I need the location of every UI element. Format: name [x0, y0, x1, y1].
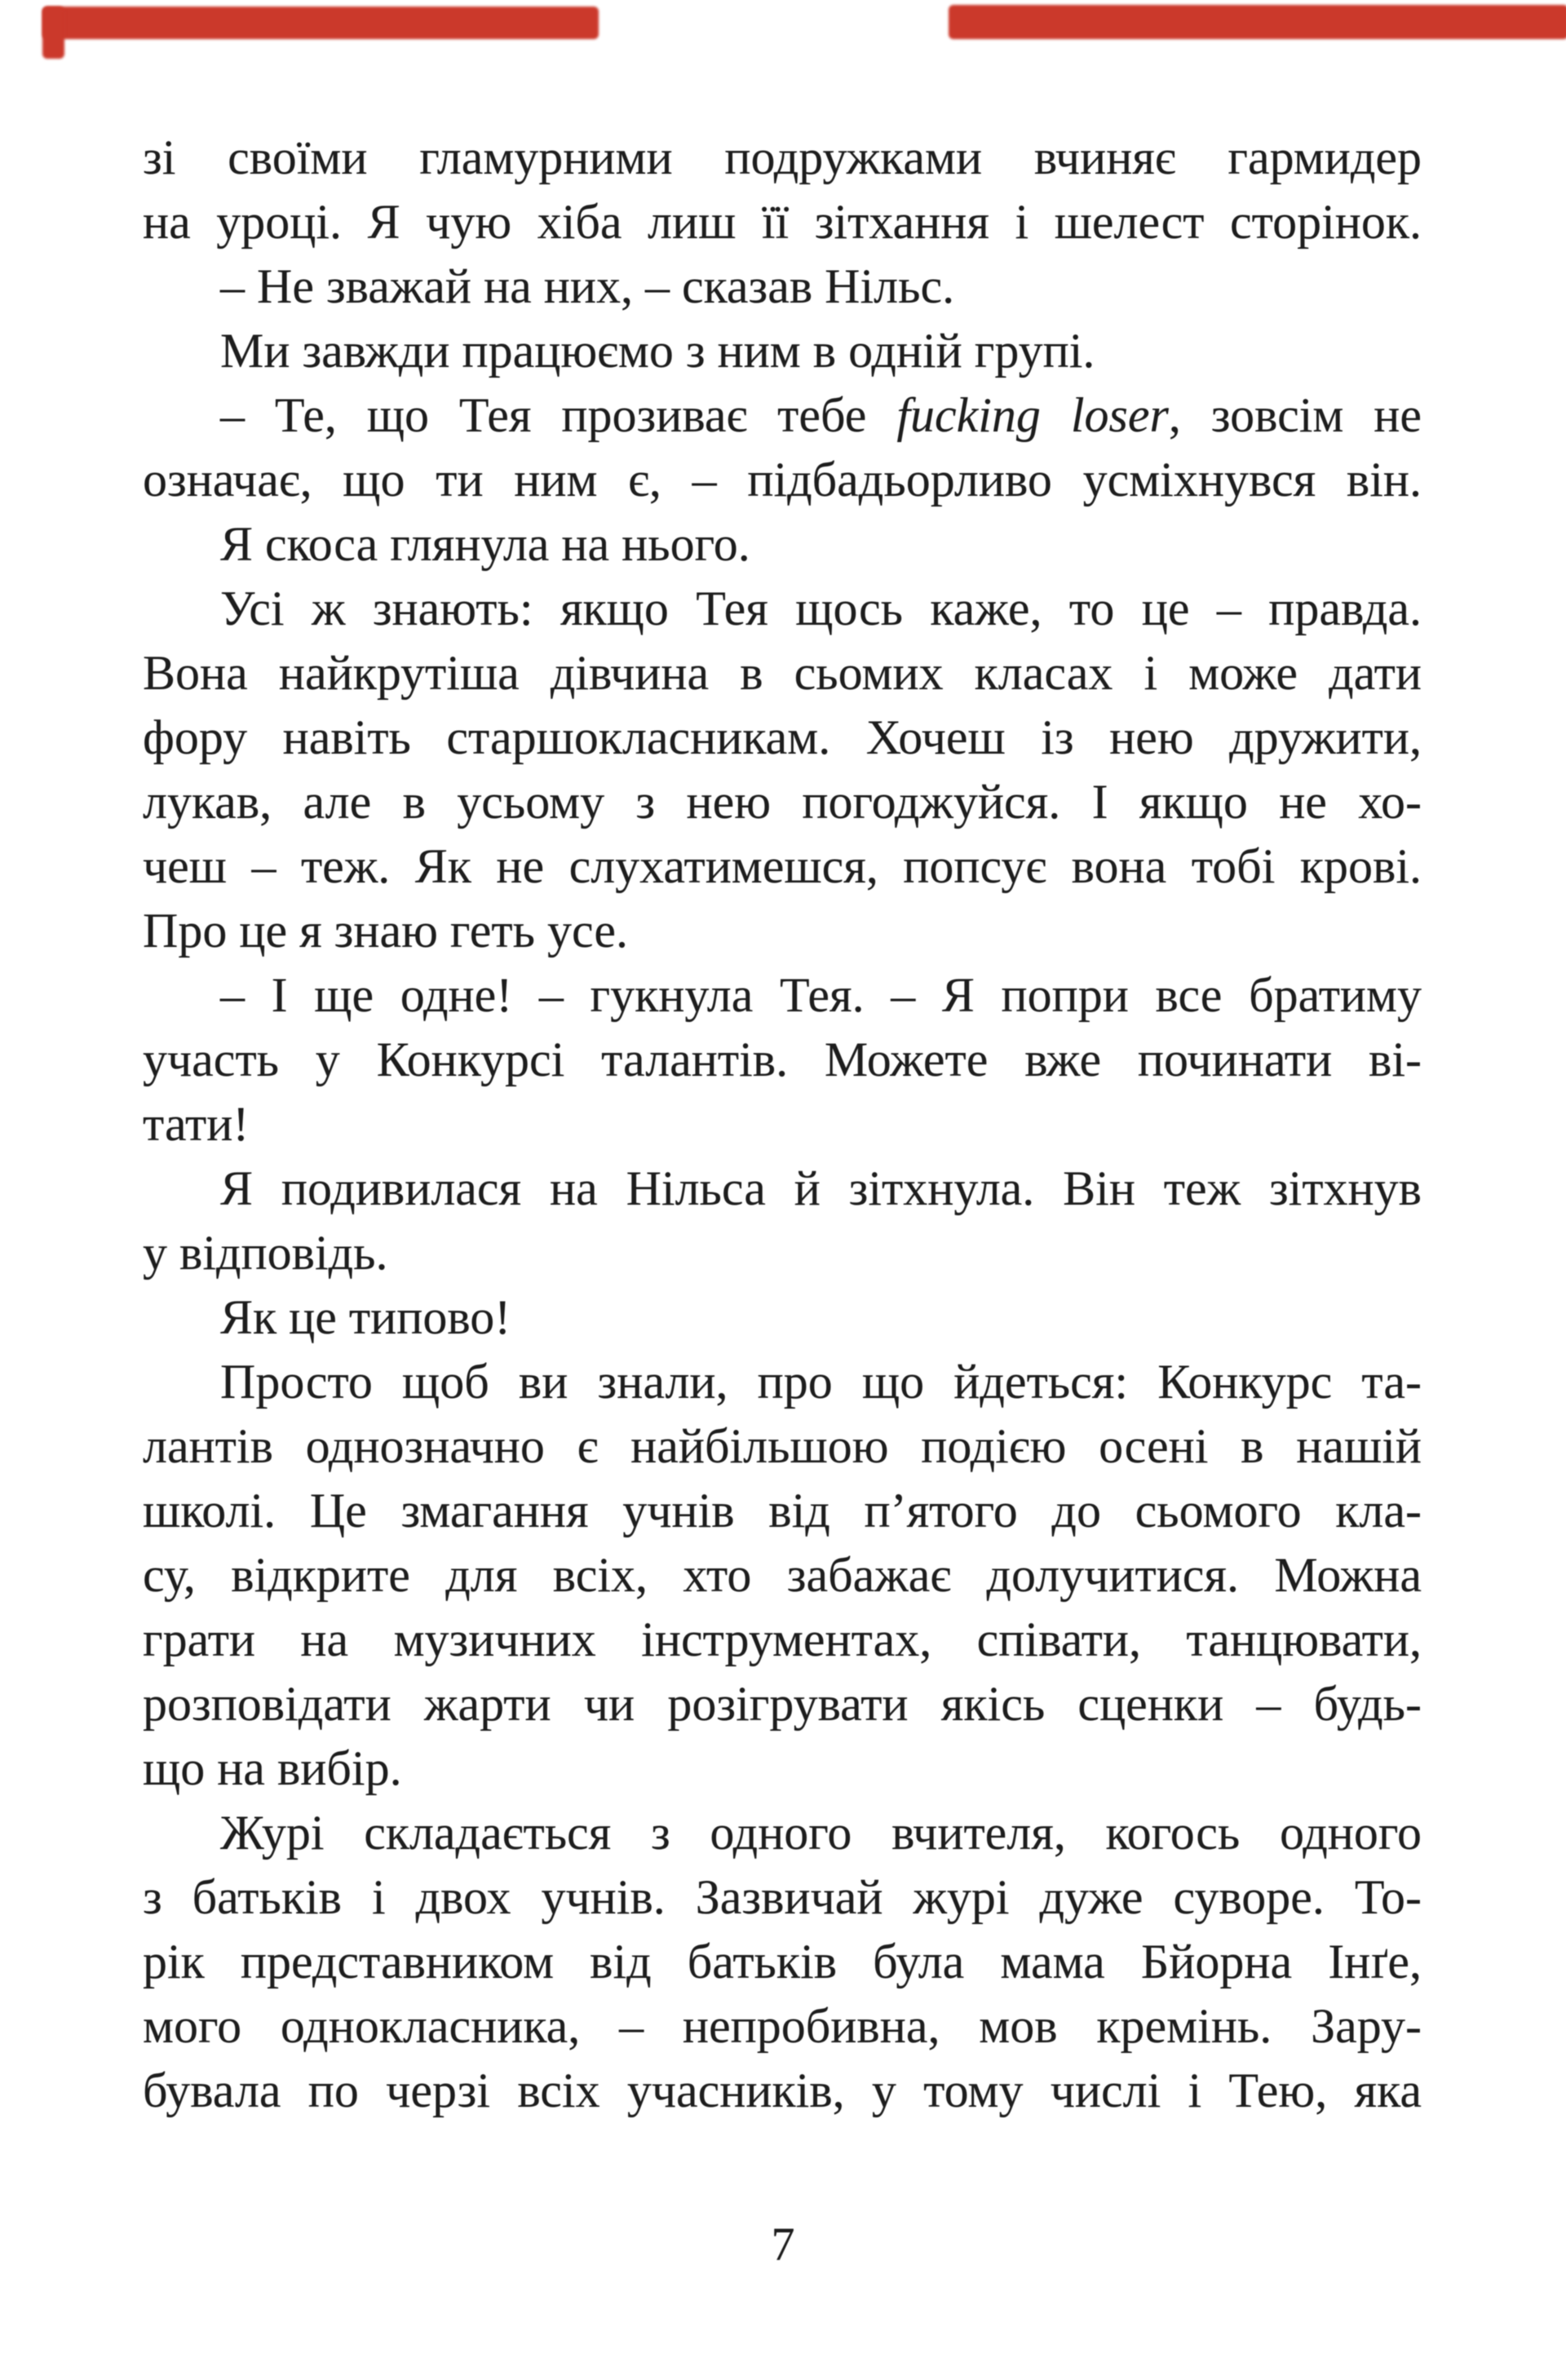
text-line: Просто щоб ви знали, про що йдеться: Конкурс та-: [220, 1355, 1422, 1409]
text-line: участь у Конкурсі талантів. Можете вже починати ві-: [143, 1033, 1422, 1086]
text-line: грати на музичних інструментах, співати, танцювати,: [143, 1612, 1422, 1666]
text-line: на уроці. Я чую хіба лиш її зітхання і шелест сторінок.: [143, 195, 1422, 249]
text-line: – І ще одне! – гукнула Тея. – Я попри все братиму: [220, 968, 1422, 1022]
text-line: Журі складається з одного вчителя, когось одного: [220, 1806, 1422, 1860]
text-line: Про це я знаю геть усе.: [143, 904, 628, 958]
text-line: тати!: [143, 1097, 250, 1151]
text-line: що на вибір.: [143, 1741, 402, 1795]
text-line: [143, 383, 1422, 448]
text-line: у відповідь.: [143, 1226, 388, 1280]
text-line: Ми завжди працюємо з ним в одній групі.: [220, 324, 1095, 378]
italic-phrase: fucking loser: [896, 388, 1169, 442]
text-line: – Не зважай на них, – сказав Нільс.: [220, 259, 955, 313]
dialogue-end: , зовсім не: [1168, 388, 1422, 442]
text-line: су, відкрите для всіх, хто забажає долучитися. Можна: [143, 1548, 1422, 1602]
text-line: лантів однозначно є найбільшою подією осені в нашій: [143, 1419, 1422, 1473]
text-line: Усі ж знають: якщо Тея щось каже, то це – правда.: [220, 582, 1422, 635]
text-line: Я скоса глянула на нього.: [220, 517, 750, 571]
scan-artifact-top-right: [949, 5, 1566, 39]
text-line: розповідати жарти чи розігрувати якісь сценки – будь-: [143, 1677, 1422, 1731]
text-line: фору навіть старшокласникам. Хочеш із нею дружити,: [143, 710, 1422, 764]
text-line: Вона найкрутіша дівчина в сьомих класах і може дати: [143, 646, 1422, 700]
text-line: рік представником від батьків була мама Бйорна Інґе,: [143, 1935, 1422, 1988]
text-line: чеш – теж. Як не слухатимешся, попсує вона тобі крові.: [143, 839, 1422, 893]
text-line: Як це типово!: [220, 1290, 511, 1344]
text-line: лукав, але в усьому з нею погоджуйся. І якщо не хо-: [143, 775, 1422, 829]
text-line: школі. Це змагання учнів від п’ятого до сьомого кла-: [143, 1484, 1422, 1537]
text-line: зі своїми гламурними подружками вчиняє гармидер: [143, 131, 1422, 184]
text-line: бувала по черзі всіх учасників, у тому числі і Тею, яка: [143, 2064, 1422, 2117]
scan-artifact-top-left: [42, 7, 599, 39]
text-line: з батьків і двох учнів. Зазвичай журі дуже суворе. То-: [143, 1870, 1422, 1924]
text-line: означає, що ти ним є, – підбадьорливо усміхнувся він.: [143, 453, 1422, 507]
text-line: мого однокласника, – непробивна, мов кремінь. Зару-: [143, 1999, 1422, 2053]
scan-artifact-left-edge: [42, 7, 64, 59]
dialogue-start: – Те, що Тея прозиває тебе: [220, 388, 897, 442]
text-line: Я подивилася на Нільса й зітхнула. Він теж зітхнув: [220, 1161, 1422, 1215]
page-number: 7: [771, 2218, 795, 2271]
page-text: [143, 126, 1422, 2123]
